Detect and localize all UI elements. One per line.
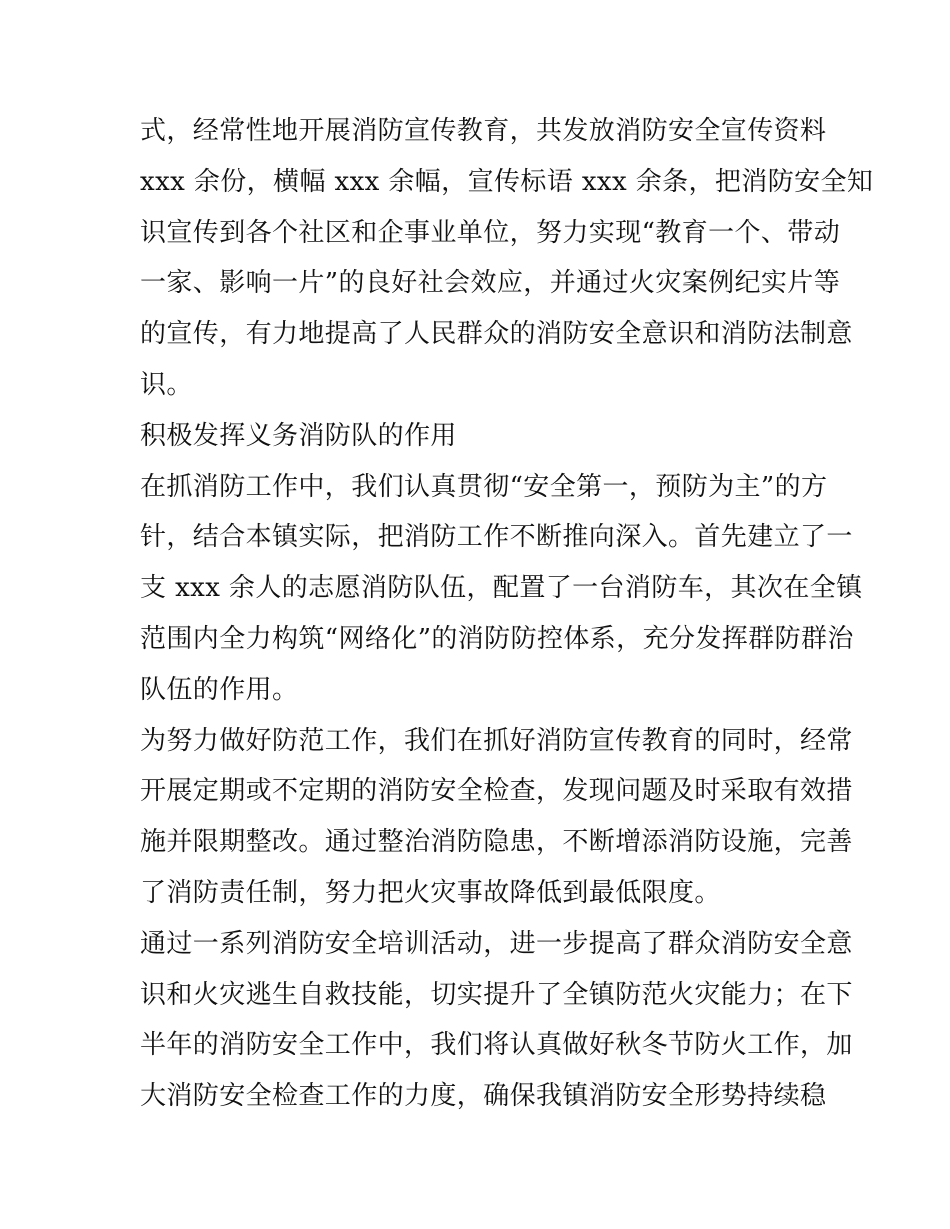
text-line: 范围内全力构筑“网络化”的消防防控体系，充分发挥群防群治 <box>140 623 854 654</box>
text-line: xxx 余份，横幅 xxx 余幅，宣传标语 xxx 余条，把消防安全知 <box>140 166 874 197</box>
document-body <box>140 106 874 1122</box>
text-line: 开展定期或不定期的消防安全检查，发现问题及时采取有效措 <box>140 776 853 807</box>
text-line: 队伍的作用。 <box>140 674 299 705</box>
text-line: 识宣传到各个社区和企事业单位，努力实现“教育一个、带动 <box>140 217 841 248</box>
text-line: 的宣传，有力地提高了人民群众的消防安全意识和消防法制意 <box>140 319 853 350</box>
text-line: 在抓消防工作中，我们认真贯彻“安全第一，预防为主”的方 <box>140 471 828 502</box>
text-line: 为努力做好防范工作，我们在抓好消防宣传教育的同时，经常 <box>140 725 853 756</box>
text-line: 支 xxx 余人的志愿消防队伍，配置了一台消防车，其次在全镇 <box>140 573 863 604</box>
text-line: 大消防安全检查工作的力度，确保我镇消防安全形势持续稳 <box>140 1081 827 1112</box>
text-line: 识和火灾逃生自救技能，切实提升了全镇防范火灾能力；在下 <box>140 979 853 1010</box>
text-line: 识。 <box>140 369 193 400</box>
text-line: 式，经常性地开展消防宣传教育，共发放消防安全宣传资料 <box>140 116 827 146</box>
text-line: 施并限期整改。通过整治消防隐患，不断增添消防设施，完善 <box>140 827 853 858</box>
text-line: 通过一系列消防安全培训活动，进一步提高了群众消防安全意 <box>140 928 853 959</box>
text-line: 针，结合本镇实际，把消防工作不断推向深入。首先建立了一 <box>140 522 853 553</box>
text-line: 一家、影响一片”的良好社会效应，并通过火灾案例纪实片等 <box>140 268 841 299</box>
section-heading: 积极发挥义务消防队的作用 <box>140 420 457 451</box>
text-line: 半年的消防安全工作中，我们将认真做好秋冬节防火工作，加 <box>140 1030 853 1061</box>
text-line: 了消防责任制，努力把火灾事故降低到最低限度。 <box>140 877 721 908</box>
